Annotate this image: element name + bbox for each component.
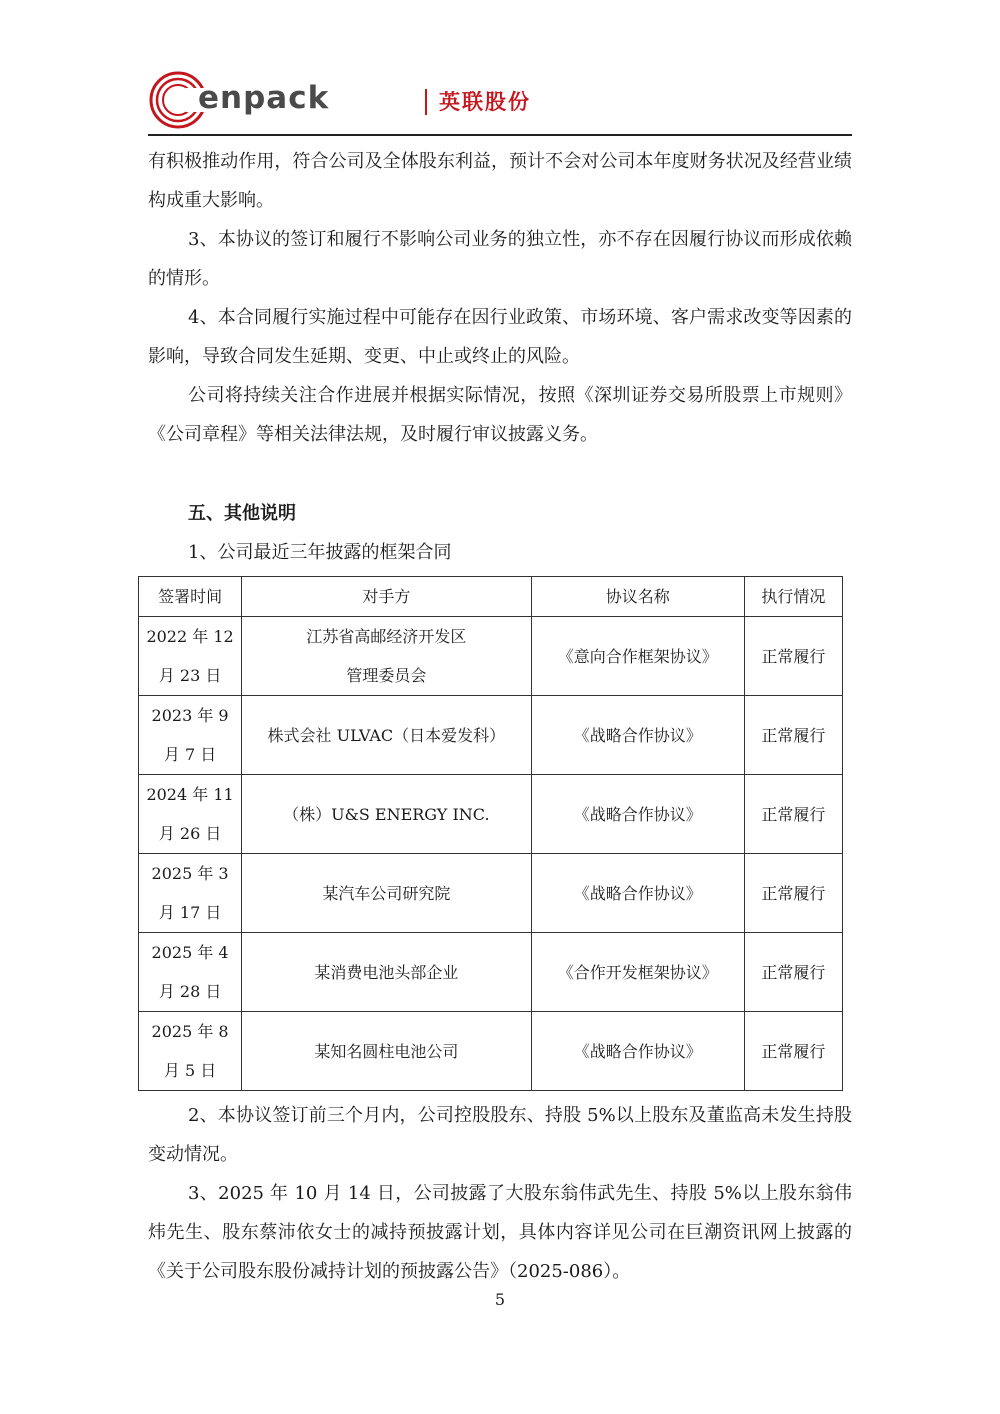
header-party: 对手方: [242, 577, 531, 617]
cell-agreement: 《战略合作协议》: [531, 775, 744, 854]
table-row: [139, 696, 843, 775]
cell-date: 2022 年 12 月 23 日: [139, 617, 242, 696]
paragraph-shareholding: 2、本协议签订前三个月内，公司控股股东、持股 5%以上股东及董监高未发生持股变动情况。: [148, 1105, 852, 1165]
table-row: [139, 1012, 843, 1091]
table-row: [139, 933, 843, 1012]
document-body: [148, 142, 852, 572]
page-number: 5: [494, 1290, 506, 1309]
cell-date: 2025 年 3 月 17 日: [139, 854, 242, 933]
cell-agreement: 《合作开发框架协议》: [531, 933, 744, 1012]
cell-party: 某消费电池头部企业: [242, 933, 531, 1012]
framework-contracts-table: [138, 576, 843, 1091]
table-row: [139, 854, 843, 933]
cell-party: 株式会社 ULVAC（日本爱发科）: [242, 696, 531, 775]
cell-status: 正常履行: [744, 696, 842, 775]
section-gap: [148, 454, 852, 494]
cell-party: 某知名圆柱电池公司: [242, 1012, 531, 1091]
table-row: [139, 775, 843, 854]
logo-separator: [425, 89, 427, 115]
cell-status: 正常履行: [744, 933, 842, 1012]
section-title: 五、其他说明: [188, 503, 296, 524]
cell-agreement: 《战略合作协议》: [531, 1012, 744, 1091]
cell-status: 正常履行: [744, 1012, 842, 1091]
header-status: 执行情况: [744, 577, 842, 617]
paragraph-reduction-plan: 3、2025 年 10 月 14 日，公司披露了大股东翁伟武先生、持股 5%以上股东翁伟炜先生、股东蔡沛依女士的减持预披露计划，具体内容详见公司在巨潮资讯网上披露的《关于公司股东股份减持计划的预披露公告》（2025-086）。: [148, 1183, 852, 1282]
paragraph-item-3: 3、本协议的签订和履行不影响公司业务的独立性，亦不存在因履行协议而形成依赖的情形。: [148, 229, 852, 289]
cell-status: 正常履行: [744, 854, 842, 933]
header-date: 签署时间: [139, 577, 242, 617]
cell-agreement: 《意向合作框架协议》: [531, 617, 744, 696]
cell-date: 2025 年 4 月 28 日: [139, 933, 242, 1012]
table-header-row: [139, 577, 843, 617]
cell-party: （株）U&S ENERGY INC.: [242, 775, 531, 854]
cell-status: 正常履行: [744, 775, 842, 854]
table-intro: 1、公司最近三年披露的框架合同: [188, 542, 452, 563]
logo-company-name: 英联股份: [439, 90, 531, 114]
header-agreement: 协议名称: [531, 577, 744, 617]
header-divider: [148, 134, 852, 136]
cell-date: 2025 年 8 月 5 日: [139, 1012, 242, 1091]
cell-date: 2023 年 9 月 7 日: [139, 696, 242, 775]
page-header: [148, 62, 852, 136]
cell-agreement: 《战略合作协议》: [531, 696, 744, 775]
cell-date: 2024 年 11 月 26 日: [139, 775, 242, 854]
paragraph-disclosure: 公司将持续关注合作进展并根据实际情况，按照《深圳证券交易所股票上市规则》《公司章程》等相关法律法规，及时履行审议披露义务。: [148, 385, 852, 445]
cell-status: 正常履行: [744, 617, 842, 696]
paragraph-item-4: 4、本合同履行实施过程中可能存在因行业政策、市场环境、客户需求改变等因素的影响，导致合同发生延期、变更、中止或终止的风险。: [148, 307, 852, 367]
cell-agreement: 《战略合作协议》: [531, 854, 744, 933]
cell-party: 某汽车公司研究院: [242, 854, 531, 933]
logo-wordmark: enpack: [198, 80, 330, 116]
table-row: [139, 617, 843, 696]
cell-party: 江苏省高邮经济开发区 管理委员会: [242, 617, 531, 696]
document-body-continued: [148, 1096, 852, 1291]
paragraph-continuation: 有积极推动作用，符合公司及全体股东利益，预计不会对公司本年度财务状况及经营业绩构成重大影响。: [148, 151, 852, 211]
